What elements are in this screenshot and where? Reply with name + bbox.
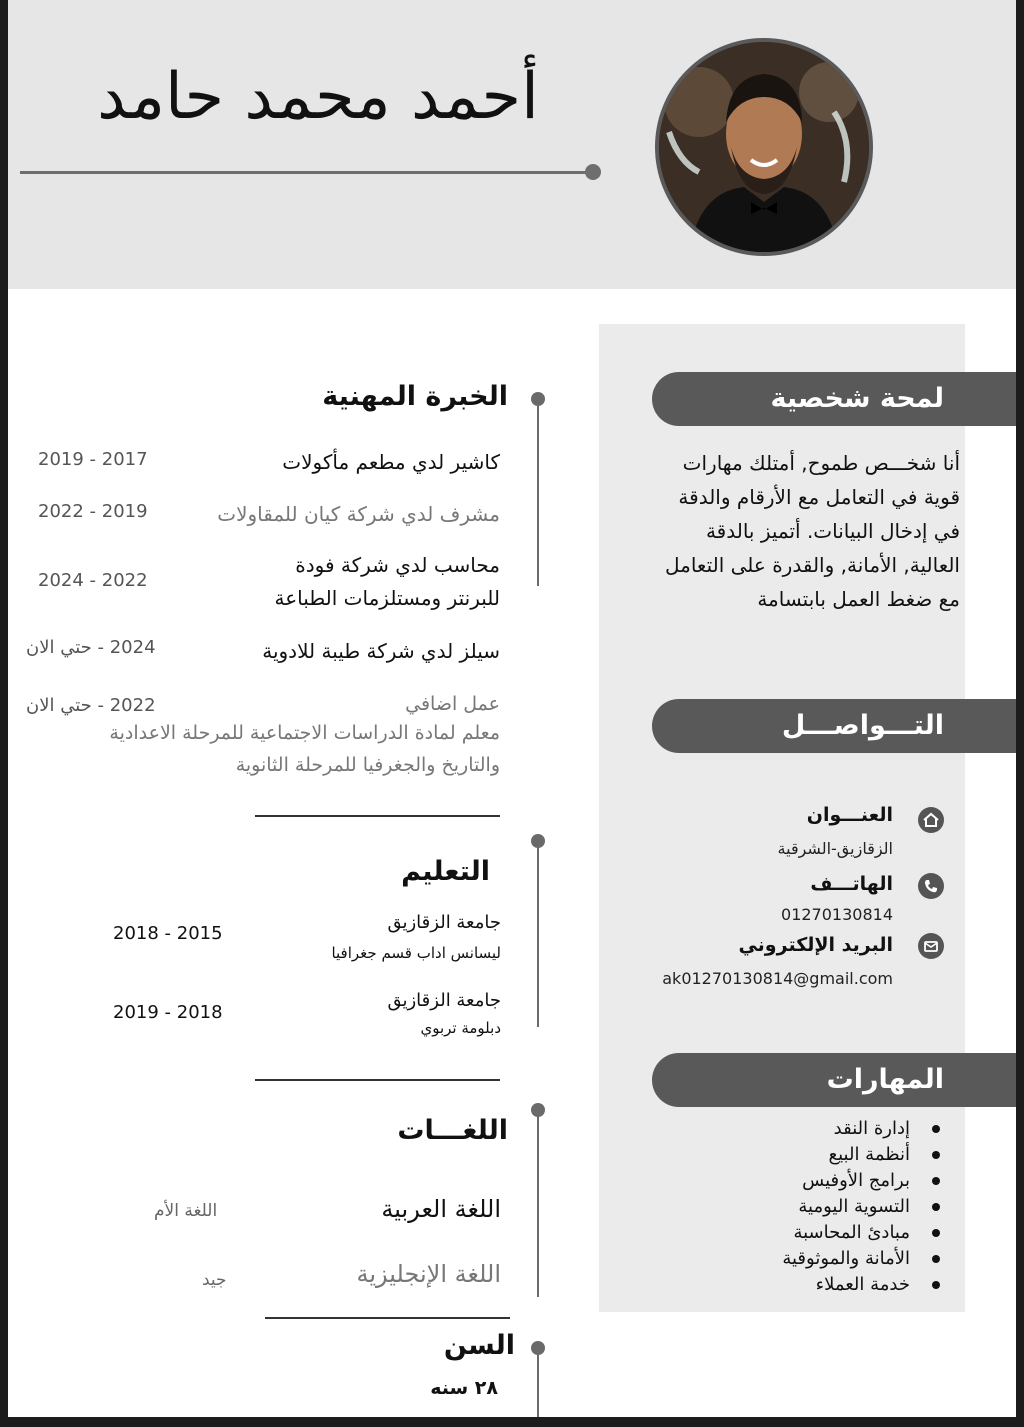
age-heading: السن — [443, 1330, 515, 1361]
phone-label: الهاتـــف — [810, 873, 893, 895]
contact-heading: التـــواصـــل — [652, 699, 1016, 753]
name-underline — [20, 171, 592, 174]
skills-heading: المهارات — [652, 1053, 1016, 1107]
extra-work-dates: 2022 - حتي الان — [26, 695, 156, 716]
extra-work-line: والتاريخ والجغرفيا للمرحلة الثانوية — [235, 754, 500, 776]
age-value: ٢٨ سنه — [430, 1377, 498, 1399]
bullet-icon — [932, 1229, 940, 1237]
phone-value: 01270130814 — [781, 905, 893, 924]
email-label: البريد الإلكتروني — [738, 934, 893, 956]
timeline-line — [537, 842, 539, 1027]
profile-heading: لمحة شخصية — [652, 372, 1016, 426]
list-item — [708, 1142, 948, 1168]
list-item — [708, 1116, 948, 1142]
bullet-icon — [932, 1125, 940, 1133]
section-divider — [255, 815, 500, 817]
skills-list — [708, 1116, 948, 1298]
job-dates: 2019 - 2017 — [38, 449, 148, 470]
list-item — [708, 1220, 948, 1246]
job-title: محاسب لدي شركة فودة — [295, 553, 500, 577]
edu-dates: 2018 - 2015 — [113, 923, 223, 944]
profile-line: مع ضغط العمل بابتسامة — [757, 587, 960, 611]
job-title: مشرف لدي شركة كيان للمقاولات — [217, 502, 500, 526]
job-dates: 2024 - حتي الان — [26, 637, 156, 658]
bullet-icon — [932, 1281, 940, 1289]
address-label: العنـــوان — [806, 804, 893, 826]
degree-name: ليسانس اداب قسم جغرافيا — [331, 944, 501, 962]
cv-page — [8, 0, 1016, 1417]
skill-label: خدمة العملاء — [815, 1274, 910, 1295]
extra-work-label: عمل اضافي — [405, 693, 500, 715]
home-icon — [918, 807, 944, 833]
profile-line: قوية في التعامل مع الأرقام والدقة — [678, 485, 960, 509]
email-value: ak01270130814@gmail.com — [662, 969, 893, 988]
address-value: الزقازيق-الشرقية — [777, 839, 893, 858]
job-dates: 2024 - 2022 — [38, 570, 148, 591]
email-icon — [918, 933, 944, 959]
languages-heading: اللغـــات — [397, 1115, 508, 1146]
person-name: أحمد محمد حامد — [97, 60, 539, 134]
phone-icon — [918, 873, 944, 899]
skill-label: التسوية اليومية — [798, 1196, 910, 1217]
profile-line: في إدخال البيانات. أتميز بالدقة — [705, 519, 960, 543]
skill-label: أنظمة البيع — [828, 1144, 910, 1165]
section-divider — [255, 1079, 500, 1081]
job-title: سيلز لدي شركة طيبة للادوية — [262, 639, 500, 663]
bullet-icon — [932, 1177, 940, 1185]
profile-text — [604, 446, 960, 616]
education-heading: التعليم — [401, 856, 490, 887]
skill-label: مبادئ المحاسبة — [793, 1222, 910, 1243]
job-title-cont: للبرنتر ومستلزمات الطباعة — [274, 586, 500, 610]
list-item — [708, 1272, 948, 1298]
bullet-icon — [932, 1151, 940, 1159]
language-name: اللغة الإنجليزية — [356, 1260, 501, 1288]
experience-heading: الخبرة المهنية — [322, 381, 508, 412]
profile-photo — [655, 38, 873, 256]
language-name: اللغة العربية — [381, 1195, 501, 1223]
timeline-line — [537, 400, 539, 586]
name-underline-dot — [585, 164, 601, 180]
profile-line: أنا شخـــص طموح, أمتلك مهارات — [682, 451, 960, 475]
skill-label: الأمانة والموثوقية — [782, 1248, 910, 1269]
skill-label: إدارة النقد — [833, 1118, 910, 1139]
list-item — [708, 1246, 948, 1272]
profile-line: العالية, الأمانة, والقدرة على التعامل — [664, 553, 960, 577]
list-item — [708, 1194, 948, 1220]
edu-dates: 2019 - 2018 — [113, 1002, 223, 1023]
bullet-icon — [932, 1203, 940, 1211]
timeline-line — [537, 1348, 539, 1417]
job-title: كاشير لدي مطعم مأكولات — [282, 450, 500, 474]
section-divider — [265, 1317, 510, 1319]
language-level: اللغة الأم — [154, 1201, 218, 1221]
bullet-icon — [932, 1255, 940, 1263]
degree-name: دبلومة تربوي — [420, 1019, 501, 1037]
extra-work-line: معلم لمادة الدراسات الاجتماعية للمرحلة الاعدادية — [109, 722, 500, 744]
language-level: جيد — [202, 1270, 227, 1290]
job-dates: 2022 - 2019 — [38, 501, 148, 522]
list-item — [708, 1168, 948, 1194]
school-name: جامعة الزقازيق — [387, 990, 501, 1011]
school-name: جامعة الزقازيق — [387, 912, 501, 933]
skill-label: برامج الأوفيس — [802, 1170, 910, 1191]
timeline-line — [537, 1110, 539, 1297]
